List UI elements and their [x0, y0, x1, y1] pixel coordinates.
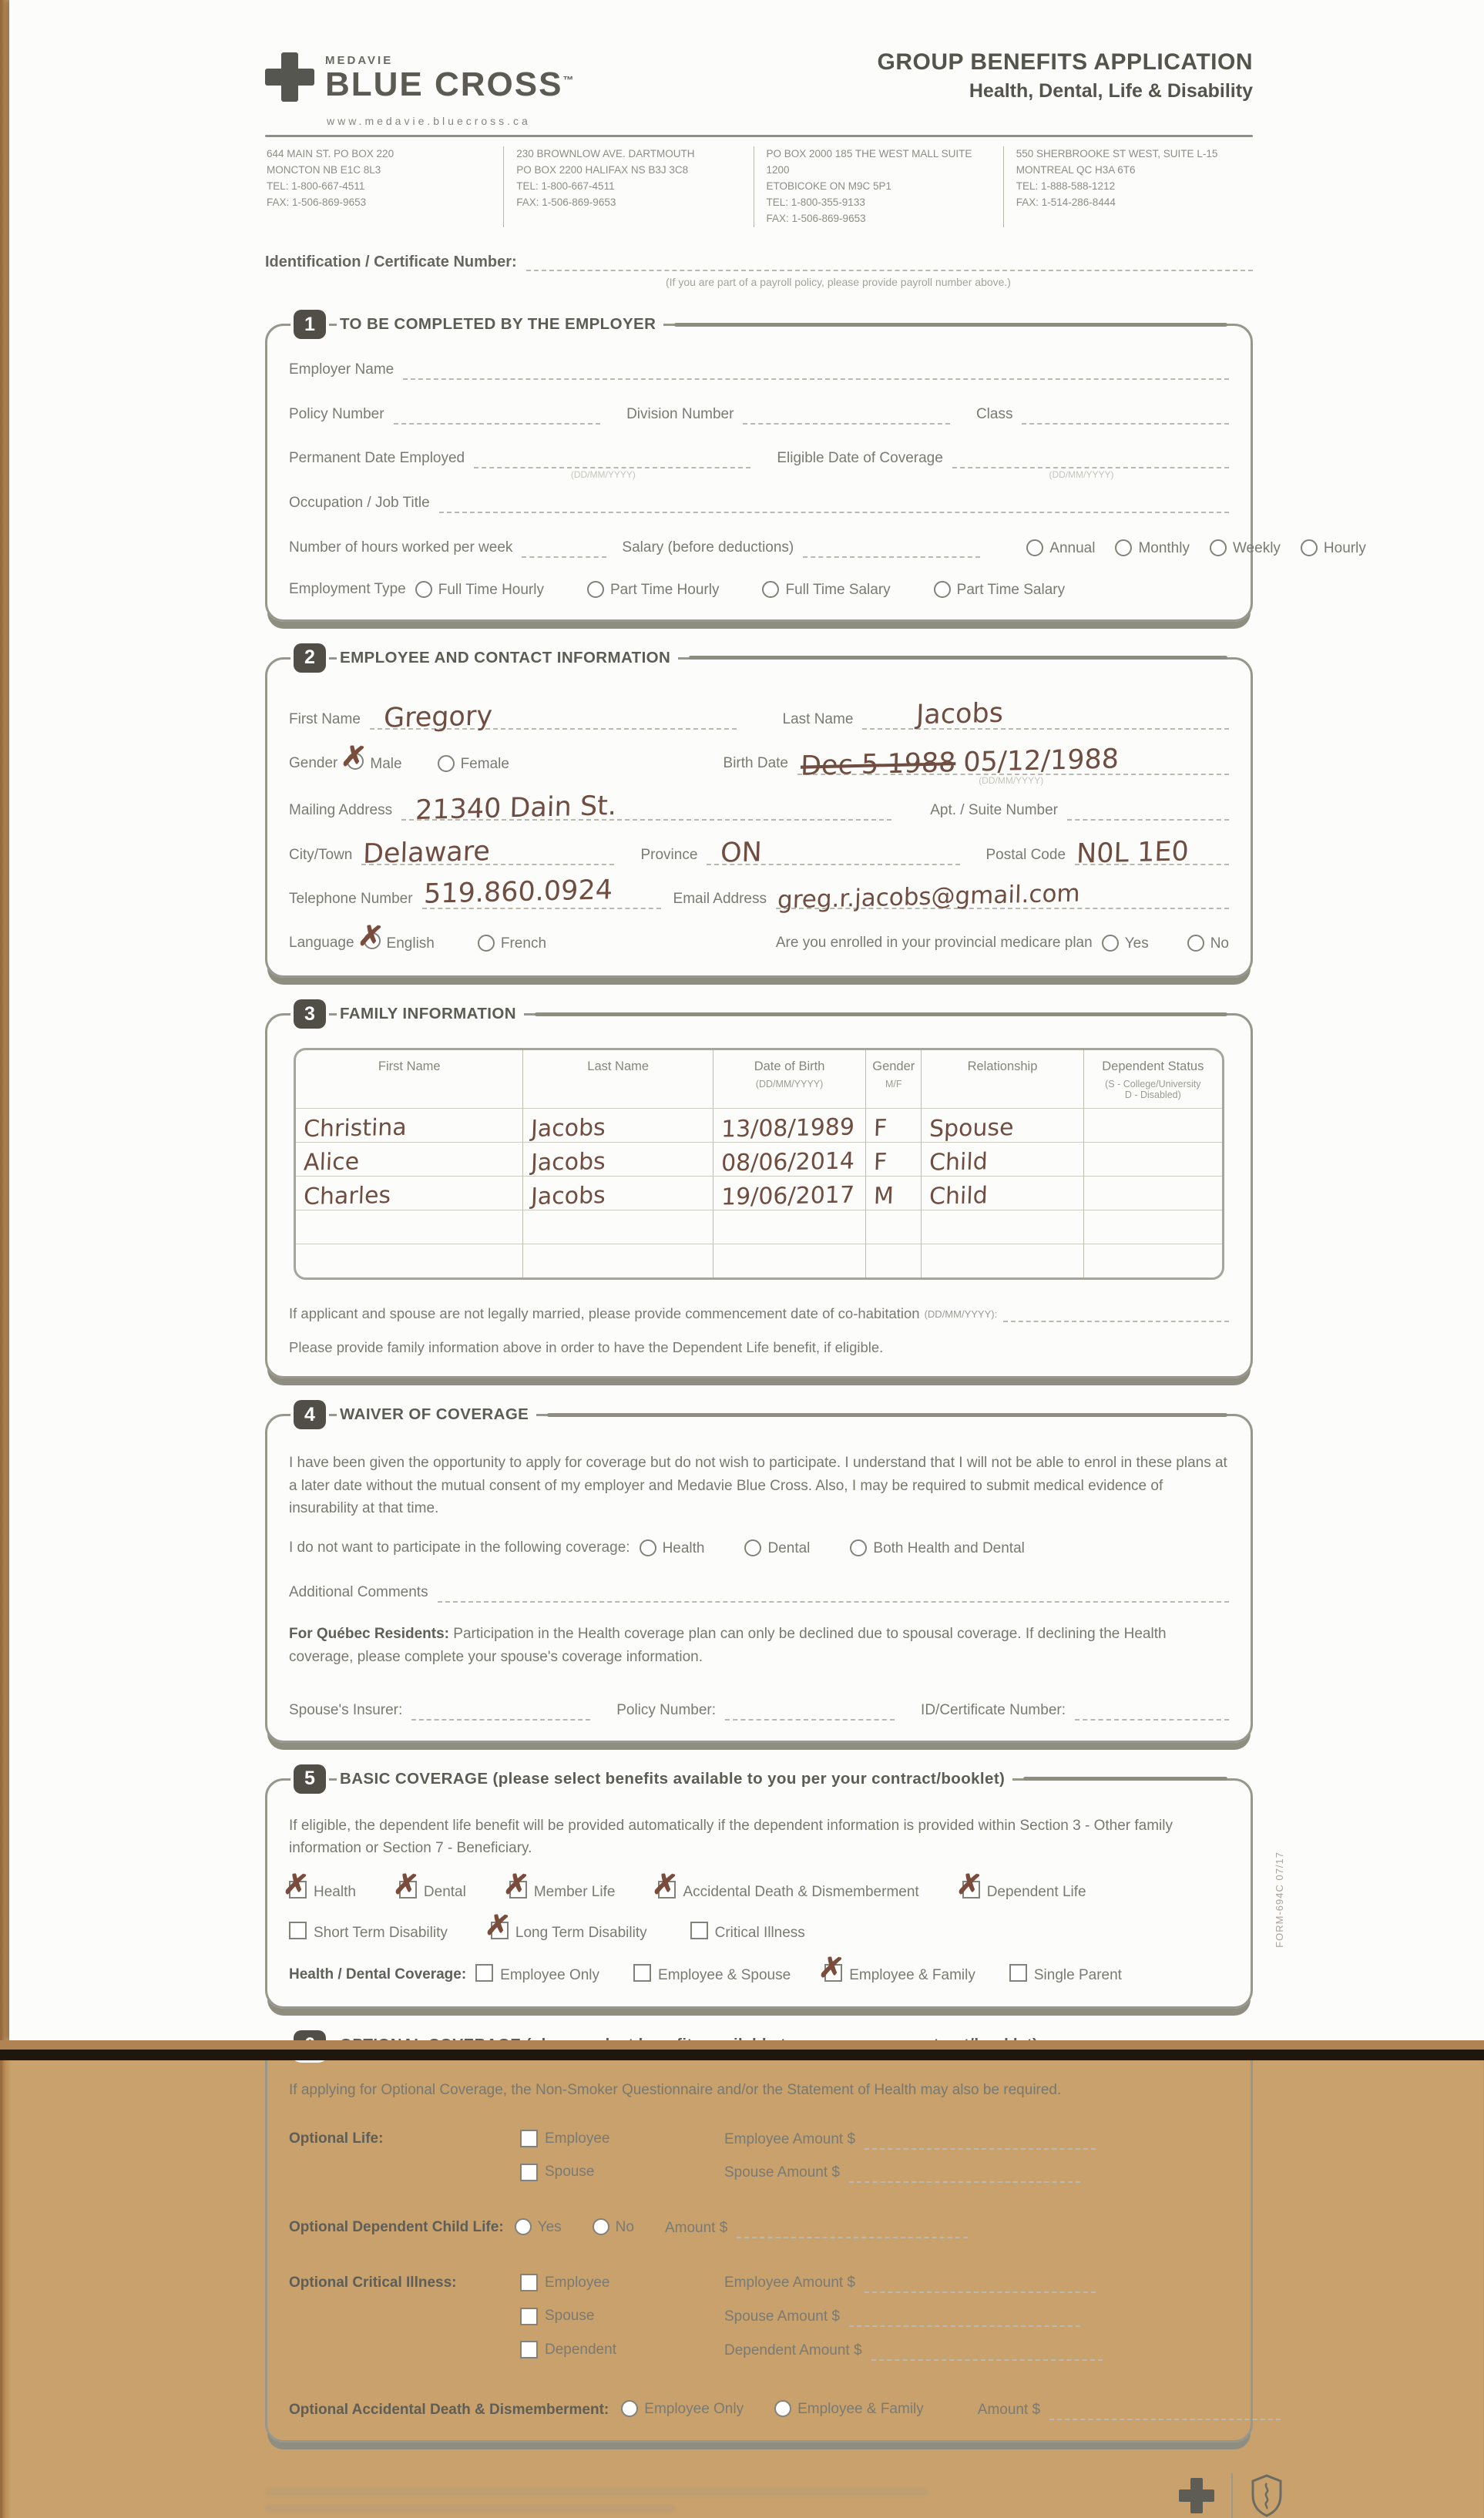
add-checkbox[interactable] — [658, 1881, 676, 1899]
child-life-amount-field[interactable] — [737, 2217, 968, 2238]
long-term-disability-x-mark: ✗ — [483, 1909, 512, 1945]
salary-monthly-radio[interactable] — [1115, 539, 1132, 556]
gender-female-radio[interactable] — [438, 755, 455, 772]
address-line: 644 MAIN ST. PO BOX 220 — [267, 148, 395, 160]
email-label: Email Address — [673, 891, 767, 908]
section-rule — [689, 656, 1227, 660]
single-parent-checkbox[interactable] — [1009, 1964, 1027, 1982]
permanent-date-label: Permanent Date Employed — [289, 450, 465, 467]
address-line: MONCTON NB E1C 8L3 — [267, 164, 381, 176]
mailing-address-field[interactable] — [401, 790, 891, 826]
fax-line: FAX: 1-506-869-9653 — [267, 196, 367, 208]
apt-suite-label: Apt. / Suite Number — [930, 801, 1058, 818]
add-amount-label: Amount $ — [977, 2402, 1041, 2419]
class-label: Class — [975, 405, 1013, 422]
cell-handwriting: F — [873, 1148, 888, 1177]
cell-handwriting: 08/06/2014 — [720, 1147, 855, 1177]
mailing-address-label: Mailing Address — [289, 801, 393, 818]
child-life-no-label: No — [615, 2219, 634, 2235]
part-time-hourly-radio[interactable] — [587, 581, 604, 598]
address-line: 230 BROWNLOW AVE. DARTMOUTH — [516, 148, 695, 160]
add-employee-family-label: Employee & Family — [797, 2401, 924, 2418]
member-life-label: Member Life — [533, 1883, 616, 1900]
email-handwriting: greg.r.jacobs@gmail.com — [777, 879, 1081, 915]
dental-label: Dental — [423, 1883, 466, 1900]
phone-line: TEL: 1-800-667-4511 — [516, 180, 615, 193]
child-life-yes-radio[interactable] — [515, 2218, 532, 2235]
child-life-no-radio[interactable] — [593, 2218, 609, 2235]
payroll-hint: (If you are part of a payroll policy, please provide payroll number above.) — [666, 276, 1011, 289]
language-label: Language — [289, 935, 354, 952]
section-1-badge: 1 — [294, 310, 326, 339]
optional-life-spouse-checkbox[interactable] — [520, 2164, 538, 2181]
division-number-field[interactable] — [743, 403, 950, 425]
section-3-badge: 3 — [294, 999, 326, 1029]
language-french-label: French — [500, 935, 547, 952]
brand-big-text — [325, 67, 575, 102]
waiver-id-certificate-field[interactable] — [1075, 1699, 1229, 1721]
blue-cross-footer-icon — [1179, 2478, 1214, 2513]
province-field[interactable] — [707, 836, 959, 869]
blue-cross-logo-icon — [265, 52, 314, 102]
employee-amount-field[interactable] — [865, 2128, 1096, 2150]
birth-date-corrected-text: 05/12/1988 — [962, 744, 1120, 778]
medicare-no-label: No — [1210, 935, 1229, 952]
waiver-paragraph: I have been given the opportunity to apply for coverage but do not wish to participate. I understand that I will not be able to enrol in these plans at a later date without the mutual consent of my employer and Medavie Blue Cross. Also, I may be required to submit medical evidence of insurability at that time. — [289, 1455, 1227, 1516]
add-x-mark: ✗ — [650, 1868, 680, 1904]
birth-date-label: Birth Date — [723, 755, 788, 772]
cell-handwriting: Christina — [303, 1113, 408, 1143]
fax-line: FAX: 1-514-286-8444 — [1016, 196, 1116, 208]
logo-divider — [1231, 2473, 1233, 2518]
office-addresses — [265, 146, 1253, 227]
family-table-row-4[interactable] — [296, 1210, 1222, 1244]
cell-handwriting: Jacobs — [530, 1182, 606, 1211]
section-2-badge: 2 — [294, 643, 326, 673]
section-rule — [1023, 1777, 1227, 1781]
col-relationship: Relationship — [921, 1050, 1083, 1108]
decline-both-label: Both Health and Dental — [873, 1540, 1025, 1557]
section-5-badge: 5 — [294, 1764, 326, 1794]
document-title — [878, 49, 1253, 102]
date-format-hint: (DD/MM/YYYY) — [1049, 468, 1114, 480]
critical-illness-checkbox[interactable] — [690, 1922, 708, 1939]
telephone-handwriting: 519.860.0924 — [422, 875, 613, 910]
add-employee-only-radio[interactable] — [621, 2400, 638, 2417]
ci-spouse-checkbox[interactable] — [520, 2308, 538, 2325]
birth-date-struck-text: Dec 5 1988 — [800, 747, 956, 782]
child-life-yes-label: Yes — [537, 2219, 562, 2235]
cell-handwriting: Charles — [303, 1182, 391, 1211]
quebec-residents-bold: For Québec Residents: — [289, 1626, 449, 1643]
province-label: Province — [640, 846, 698, 863]
medicare-question-label: Are you enrolled in your provincial medicare plan — [775, 935, 1093, 952]
decline-health-label: Health — [662, 1540, 705, 1557]
gender-female-label: Female — [460, 756, 509, 773]
part-time-salary-radio[interactable] — [934, 581, 951, 598]
spouse-amount-label: Spouse Amount $ — [724, 2164, 840, 2181]
salary-weekly-radio[interactable] — [1210, 539, 1227, 556]
section-rule — [535, 1012, 1227, 1016]
add-employee-only-label: Employee Only — [644, 2401, 744, 2418]
full-time-hourly-radio[interactable] — [415, 581, 432, 598]
eligible-date-label: Eligible Date of Coverage — [777, 450, 943, 467]
section-2-title: EMPLOYEE AND CONTACT INFORMATION — [337, 649, 678, 667]
section-rule — [674, 323, 1227, 327]
single-parent-label: Single Parent — [1033, 1966, 1122, 1983]
ci-spouse-label: Spouse — [545, 2308, 595, 2325]
cell-handwriting: Jacobs — [530, 1148, 606, 1177]
ci-dependent-amount-field[interactable] — [871, 2339, 1103, 2361]
dependent-life-x-mark: ✗ — [954, 1868, 984, 1904]
optional-dependent-child-life-label: Optional Dependent Child Life: — [289, 2219, 504, 2235]
col-dependent-status: Dependent Status (S - College/University D - Disabled) — [1083, 1050, 1222, 1108]
additional-comments-label: Additional Comments — [289, 1584, 428, 1601]
class-field[interactable] — [1022, 403, 1229, 425]
postal-code-label: Postal Code — [985, 846, 1066, 863]
long-term-disability-label: Long Term Disability — [515, 1924, 647, 1941]
part-time-salary-label: Part Time Salary — [956, 581, 1066, 598]
permanent-date-field[interactable] — [474, 448, 750, 480]
cohabitation-note: If applicant and spouse are not legally married, please provide commencement date of co-habitation — [289, 1305, 920, 1322]
dependent-life-label: Dependent Life — [986, 1883, 1086, 1900]
medavie-blue-cross-logo — [265, 49, 575, 102]
telephone-field[interactable] — [422, 875, 661, 910]
health-checkbox[interactable] — [289, 1881, 307, 1899]
section-5-title: BASIC COVERAGE (please select benefits available to you per your contract/booklet) — [337, 1770, 1012, 1788]
apt-suite-field[interactable] — [1067, 799, 1229, 821]
hours-worked-field[interactable] — [522, 536, 606, 558]
form-header — [265, 49, 1253, 102]
health-dental-coverage-label: Health / Dental Coverage: — [289, 1966, 467, 1983]
short-term-disability-checkbox[interactable] — [289, 1922, 307, 1939]
family-table-row-2[interactable] — [296, 1142, 1222, 1176]
section-family-information — [265, 1002, 1253, 1378]
section-optional-coverage — [265, 2044, 1253, 2442]
form-code: FORM-694C 07/17 — [1274, 1852, 1285, 1948]
eligible-date-field[interactable] — [952, 448, 1229, 480]
last-name-handwriting: Jacobs — [915, 697, 1004, 731]
employment-type-label: Employment Type — [289, 580, 406, 597]
dependent-life-note: Please provide family information above in order to have the Dependent Life benefit, if eligible. — [289, 1339, 884, 1356]
section-rule — [547, 1413, 1227, 1417]
section-basic-coverage — [265, 1768, 1253, 2009]
policy-number-label: Policy Number — [289, 405, 384, 422]
birth-date-field[interactable] — [797, 744, 1229, 787]
email-field[interactable] — [776, 879, 1229, 915]
optional-life-spouse-label: Spouse — [545, 2164, 595, 2181]
section-4-title: WAIVER OF COVERAGE — [337, 1405, 536, 1424]
dental-checkbox[interactable] — [399, 1881, 417, 1899]
ci-employee-amount-label: Employee Amount $ — [724, 2275, 856, 2291]
title-line-2: Health, Dental, Life & Disability — [969, 80, 1253, 102]
mailing-address-handwriting: 21340 Dain St. — [415, 790, 617, 826]
salary-weekly-label: Weekly — [1232, 539, 1281, 556]
hours-worked-label: Number of hours worked per week — [289, 539, 513, 556]
address-line: ETOBICOKE ON M9C 5P1 — [766, 180, 892, 193]
child-life-amount-label: Amount $ — [664, 2219, 728, 2236]
full-time-salary-label: Full Time Salary — [785, 581, 891, 598]
language-english-radio[interactable] — [364, 932, 381, 949]
waiver-policy-number-label: Policy Number: — [616, 1701, 717, 1718]
salary-annual-radio[interactable] — [1026, 539, 1043, 556]
gender-label: Gender — [289, 755, 338, 772]
fax-line: FAX: 1-506-869-9653 — [516, 196, 616, 208]
medicare-yes-radio[interactable] — [1102, 935, 1119, 952]
gender-male-x-mark: ✗ — [339, 740, 368, 776]
trademark-symbol: ™ — [562, 73, 576, 86]
additional-comments-field[interactable] — [438, 1581, 1229, 1603]
salary-field[interactable] — [803, 536, 980, 558]
cell-handwriting: Child — [928, 1182, 989, 1210]
spouse-amount-field[interactable] — [849, 2162, 1080, 2184]
ci-spouse-amount-label: Spouse Amount $ — [724, 2308, 840, 2325]
date-format-hint: (DD/MM/YYYY) — [979, 775, 1044, 787]
salary-hourly-radio[interactable] — [1301, 539, 1318, 556]
medicare-no-radio[interactable] — [1187, 935, 1204, 952]
decline-dental-label: Dental — [767, 1540, 811, 1557]
optional-add-label: Optional Accidental Death & Dismemberment: — [289, 2402, 609, 2419]
page-footer — [265, 2473, 1253, 2518]
phone-line: TEL: 1-888-588-1212 — [1016, 180, 1116, 193]
employee-family-checkbox[interactable] — [824, 1964, 842, 1982]
first-name-handwriting: Gregory — [383, 700, 493, 734]
brand-small-text: MEDAVIE — [325, 54, 394, 67]
waiver-policy-number-field[interactable] — [725, 1699, 895, 1721]
ci-spouse-amount-field[interactable] — [849, 2305, 1080, 2327]
faint-footer-text — [265, 2479, 928, 2512]
decline-health-radio[interactable] — [640, 1539, 656, 1556]
address-line: PO BOX 2200 HALIFAX NS B3J 3C8 — [516, 164, 689, 176]
health-label: Health — [314, 1883, 356, 1900]
member-life-x-mark: ✗ — [502, 1868, 531, 1904]
fax-line: FAX: 1-506-869-9653 — [766, 212, 866, 224]
last-name-field[interactable] — [862, 697, 1229, 731]
short-term-disability-label: Short Term Disability — [314, 1924, 448, 1941]
cohabitation-date-field[interactable] — [1003, 1301, 1229, 1322]
waiver-id-certificate-label: ID/Certificate Number: — [921, 1701, 1066, 1718]
employee-only-checkbox[interactable] — [475, 1964, 493, 1982]
full-time-salary-radio[interactable] — [762, 581, 779, 598]
col-first-name: First Name — [378, 1059, 441, 1074]
employee-spouse-checkbox[interactable] — [633, 1964, 651, 1982]
health-x-mark: ✗ — [281, 1868, 311, 1904]
family-table — [294, 1048, 1224, 1280]
employee-family-label: Employee & Family — [849, 1966, 975, 1983]
phone-line: TEL: 1-800-355-9133 — [766, 196, 865, 208]
employee-spouse-label: Employee & Spouse — [658, 1966, 791, 1983]
desk-surface — [0, 2040, 1484, 2050]
employee-amount-label: Employee Amount $ — [724, 2130, 856, 2147]
blue-shield-footer-icon — [1250, 2474, 1284, 2517]
language-english-label: English — [386, 935, 435, 952]
col-date-of-birth: Date of Birth (DD/MM/YYYY) — [713, 1050, 865, 1108]
gender-male-radio[interactable] — [347, 753, 364, 770]
desk-edge — [0, 2050, 1484, 2060]
brand-name: BLUE CROSS — [325, 65, 563, 103]
cell-handwriting: Alice — [303, 1148, 360, 1177]
website-url: www.medavie.bluecross.ca — [327, 115, 531, 128]
ci-employee-label: Employee — [545, 2274, 610, 2291]
dental-x-mark: ✗ — [391, 1868, 421, 1904]
telephone-label: Telephone Number — [289, 891, 413, 908]
title-line-1: GROUP BENEFITS APPLICATION — [877, 49, 1253, 75]
office-moncton — [265, 146, 503, 227]
medicare-yes-label: Yes — [1124, 935, 1149, 952]
optional-coverage-note: If applying for Optional Coverage, the Non-Smoker Questionnaire and/or the Statement of Health may also be required. — [289, 2082, 1062, 2099]
date-format-hint: (DD/MM/YYYY) — [570, 468, 636, 480]
section-4-badge: 4 — [294, 1400, 326, 1429]
decline-coverage-label: I do not want to participate in the following coverage: — [289, 1539, 630, 1556]
salary-hourly-label: Hourly — [1323, 539, 1366, 556]
critical-illness-label: Critical Illness — [714, 1924, 805, 1941]
cell-handwriting: F — [873, 1114, 888, 1143]
col-gender: Gender M/F — [865, 1050, 921, 1108]
decline-dental-radio[interactable] — [744, 1539, 761, 1556]
section-employee-contact — [265, 646, 1253, 979]
optional-critical-illness-label: Optional Critical Illness: — [289, 2274, 457, 2291]
footer-logos — [1179, 2473, 1284, 2518]
quebec-residents-paragraph — [289, 1623, 1229, 1668]
city-town-handwriting: Delaware — [362, 835, 491, 870]
address-line: PO BOX 2000 185 THE WEST MALL SUITE 1200 — [766, 148, 972, 176]
ci-dependent-checkbox[interactable] — [520, 2341, 538, 2359]
scanned-form-page — [9, 0, 1484, 2419]
employee-only-label: Employee Only — [500, 1966, 600, 1983]
add-amount-field[interactable] — [1049, 2399, 1281, 2421]
salary-label: Salary (before deductions) — [622, 539, 794, 556]
ci-dependent-label: Dependent — [545, 2341, 616, 2358]
spouse-insurer-field[interactable] — [411, 1699, 590, 1721]
cell-handwriting: 19/06/2017 — [720, 1181, 855, 1211]
optional-life-employee-checkbox[interactable] — [520, 2130, 538, 2147]
family-table-row-5[interactable] — [296, 1244, 1222, 1277]
division-number-label: Division Number — [626, 405, 734, 422]
identification-number-label: Identification / Certificate Number: — [265, 253, 517, 271]
add-label: Accidental Death & Dismemberment — [683, 1883, 919, 1900]
section-1-title: TO BE COMPLETED BY THE EMPLOYER — [337, 315, 663, 334]
postal-code-field[interactable] — [1075, 835, 1229, 870]
identification-number-field[interactable] — [526, 253, 1253, 272]
address-line: 550 SHERBROOKE ST WEST, SUITE L-15 — [1016, 148, 1218, 160]
ci-employee-checkbox[interactable] — [520, 2274, 538, 2291]
basic-coverage-note: If eligible, the dependent life benefit will be provided automatically if the dependent information is provided within Section 3 - Other family information or Section 7 - Beneficiary. — [289, 1817, 1173, 1857]
phone-line: TEL: 1-800-667-4511 — [267, 180, 365, 193]
first-name-field[interactable] — [370, 700, 737, 734]
col-last-name: Last Name — [522, 1050, 712, 1108]
province-handwriting: ON — [720, 836, 763, 869]
section-waiver-of-coverage — [265, 1403, 1253, 1742]
first-name-label: First Name — [289, 711, 361, 728]
long-term-disability-checkbox[interactable] — [491, 1922, 509, 1939]
last-name-label: Last Name — [782, 711, 854, 728]
dependent-life-checkbox[interactable] — [962, 1881, 980, 1899]
address-line: MONTREAL QC H3A 6T6 — [1016, 164, 1136, 176]
optional-life-employee-label: Employee — [545, 2130, 610, 2147]
postal-code-handwriting: N0L 1E0 — [1076, 835, 1190, 870]
family-table-header-row — [296, 1050, 1222, 1108]
employer-name-label: Employer Name — [289, 361, 395, 378]
quebec-residents-text: Participation in the Health coverage plan can only be declined due to spousal coverage. If declining the Health coverage, please complete your spouse's coverage information. — [289, 1626, 1167, 1665]
office-montreal — [1003, 146, 1253, 227]
salary-monthly-label: Monthly — [1138, 539, 1190, 556]
decline-both-radio[interactable] — [850, 1539, 867, 1556]
cell-handwriting: Spouse — [928, 1114, 1015, 1143]
employer-name-field[interactable] — [403, 358, 1229, 380]
office-halifax — [503, 146, 753, 227]
spouse-insurer-label: Spouse's Insurer: — [289, 1701, 403, 1718]
family-table-row-1[interactable] — [296, 1108, 1222, 1142]
language-french-radio[interactable] — [478, 935, 495, 952]
section-3-title: FAMILY INFORMATION — [337, 1005, 524, 1023]
cell-handwriting: Child — [928, 1148, 989, 1177]
optional-life-label: Optional Life: — [289, 2130, 384, 2147]
policy-number-field[interactable] — [394, 403, 601, 425]
ci-dependent-amount-label: Dependent Amount $ — [724, 2342, 862, 2359]
office-etobicoke — [754, 146, 1003, 227]
cell-handwriting: Jacobs — [530, 1114, 606, 1143]
language-english-x-mark: ✗ — [355, 919, 385, 955]
part-time-hourly-label: Part Time Hourly — [609, 581, 720, 598]
family-table-row-3[interactable] — [296, 1176, 1222, 1210]
city-town-label: City/Town — [289, 846, 353, 863]
cohabitation-date-hint: (DD/MM/YYYY): — [924, 1308, 998, 1321]
cell-handwriting: 13/08/1989 — [720, 1113, 855, 1143]
gender-male-label: Male — [370, 756, 402, 773]
occupation-label: Occupation / Job Title — [289, 494, 430, 511]
add-employee-family-radio[interactable] — [774, 2400, 791, 2417]
section-employer — [265, 313, 1366, 621]
cell-handwriting: M — [873, 1182, 895, 1210]
member-life-checkbox[interactable] — [509, 1881, 527, 1899]
occupation-field[interactable] — [439, 492, 1229, 513]
ci-employee-amount-field[interactable] — [865, 2272, 1096, 2294]
header-divider — [265, 135, 1253, 137]
salary-annual-label: Annual — [1049, 539, 1096, 556]
city-town-field[interactable] — [361, 835, 614, 870]
employee-family-x-mark: ✗ — [817, 1951, 846, 1987]
full-time-hourly-label: Full Time Hourly — [438, 581, 544, 598]
birth-date-handwriting — [801, 746, 1120, 780]
